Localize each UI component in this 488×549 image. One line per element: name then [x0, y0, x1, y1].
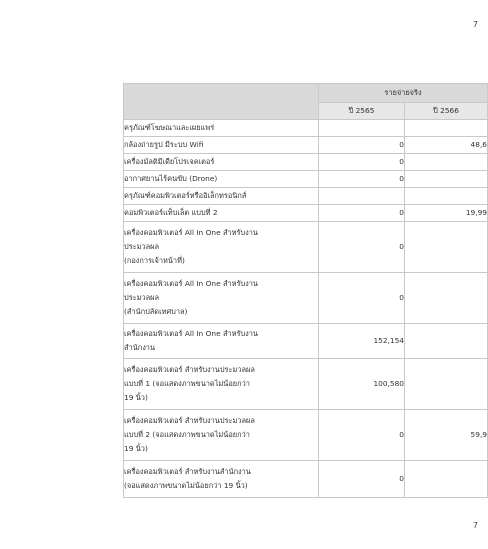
- table-body: [124, 120, 488, 498]
- row-label: [124, 461, 319, 498]
- row-label-line: กล้องถ่ายรูป มีระบบ Wifi: [124, 140, 204, 149]
- value-2566: [405, 461, 488, 498]
- value-2565: 0: [319, 171, 405, 188]
- row-label-line: สำนักงาน: [124, 343, 155, 352]
- row-label-line: เครื่องคอมพิวเตอร์ สำหรับงานประมวลผล: [124, 416, 255, 425]
- table-row: [124, 154, 488, 171]
- category-row: [124, 188, 488, 205]
- header-blank-cell: [124, 84, 319, 120]
- value-2565: 0: [319, 410, 405, 461]
- table-row: [124, 324, 488, 359]
- row-label-line: เครื่องมัลติมีเดียโปรเจคเตอร์: [124, 157, 215, 166]
- value-2566: [405, 154, 488, 171]
- row-label: [124, 410, 319, 461]
- row-label: [124, 137, 319, 154]
- value-2565: 0: [319, 222, 405, 273]
- row-label-line: เครื่องคอมพิวเตอร์ All In One สำหรับงาน: [124, 279, 258, 288]
- row-label-line: คอมพิวเตอร์แท็บเล็ต แบบที่ 2: [124, 208, 218, 217]
- row-label: [124, 324, 319, 359]
- value-2565: [319, 188, 405, 205]
- row-label-line: ประมวลผล: [124, 293, 160, 302]
- row-label-line: แบบที่ 1 (จอแสดงภาพขนาดไม่น้อยกว่า: [124, 379, 250, 388]
- row-label: [124, 154, 319, 171]
- value-2566: [405, 273, 488, 324]
- value-2565: [319, 120, 405, 137]
- table-row: [124, 205, 488, 222]
- page-number-bottom: 7: [472, 521, 478, 530]
- row-label: [124, 120, 319, 137]
- table-row: [124, 273, 488, 324]
- header-year-2566: ปี 2566: [405, 103, 488, 120]
- row-label-line: แบบที่ 2 (จอแสดงภาพขนาดไม่น้อยกว่า: [124, 430, 250, 439]
- row-label-line: 19 นิ้ว): [124, 393, 148, 402]
- table-row: [124, 222, 488, 273]
- value-2565: 0: [319, 137, 405, 154]
- value-2565: 0: [319, 205, 405, 222]
- value-2565: 0: [319, 154, 405, 171]
- row-label: [124, 359, 319, 410]
- value-2566: [405, 120, 488, 137]
- table-row: [124, 359, 488, 410]
- row-label-line: (จอแสดงภาพขนาดไม่น้อยกว่า 19 นิ้ว): [124, 481, 248, 490]
- value-2566: 59,9: [405, 410, 488, 461]
- row-label-line: เครื่องคอมพิวเตอร์ All In One สำหรับงาน: [124, 228, 258, 237]
- value-2565: 152,154: [319, 324, 405, 359]
- row-label: [124, 222, 319, 273]
- value-2566: [405, 324, 488, 359]
- value-2566: [405, 222, 488, 273]
- row-label-line: ครุภัณฑ์คอมพิวเตอร์หรืออิเล็กทรอนิกส์: [124, 191, 247, 200]
- row-label-line: (กองการเจ้าหน้าที่): [124, 256, 185, 265]
- row-label-line: ประมวลผล: [124, 242, 160, 251]
- value-2566: 19,99: [405, 205, 488, 222]
- value-2565: 0: [319, 461, 405, 498]
- row-label-line: อากาศยานไร้คนขับ (Drone): [124, 174, 218, 183]
- row-label: [124, 273, 319, 324]
- page-number-top: 7: [472, 20, 478, 29]
- row-label: [124, 171, 319, 188]
- budget-table: [123, 83, 488, 498]
- value-2566: [405, 359, 488, 410]
- row-label-line: 19 นิ้ว): [124, 444, 148, 453]
- row-label-line: (สำนักปลัดเทศบาล): [124, 307, 188, 316]
- table-row: [124, 137, 488, 154]
- row-label-line: เครื่องคอมพิวเตอร์ สำหรับงานประมวลผล: [124, 365, 255, 374]
- header-row-group: [124, 84, 488, 103]
- table-row: [124, 171, 488, 188]
- value-2566: 48,6: [405, 137, 488, 154]
- category-row: [124, 120, 488, 137]
- header-year-2565: ปี 2565: [319, 103, 405, 120]
- row-label: [124, 188, 319, 205]
- row-label-line: เครื่องคอมพิวเตอร์ All In One สำหรับงาน: [124, 329, 258, 338]
- row-label-line: ครุภัณฑ์โฆษณาและเผยแพร่: [124, 123, 215, 132]
- header-group-cell: รายจ่ายจริง: [319, 84, 488, 103]
- value-2566: [405, 171, 488, 188]
- table-row: [124, 461, 488, 498]
- value-2565: 100,580: [319, 359, 405, 410]
- row-label-line: เครื่องคอมพิวเตอร์ สำหรับงานสำนักงาน: [124, 467, 251, 476]
- table-row: [124, 410, 488, 461]
- row-label: [124, 205, 319, 222]
- value-2565: 0: [319, 273, 405, 324]
- value-2566: [405, 188, 488, 205]
